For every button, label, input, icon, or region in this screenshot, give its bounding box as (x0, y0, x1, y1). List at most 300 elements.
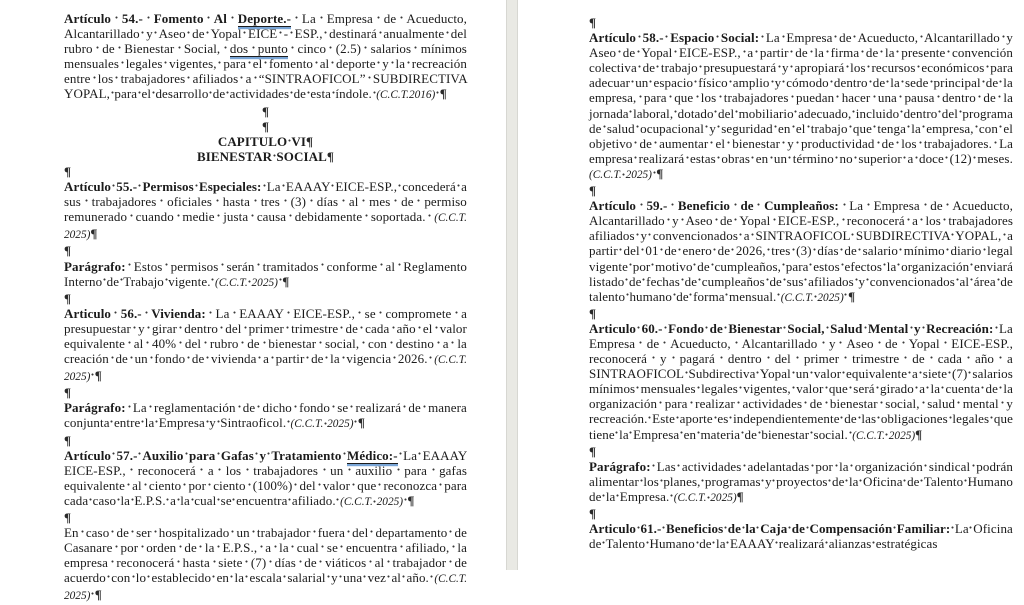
text-run: CAPITULO VI (217, 133, 307, 149)
space-dot-mark (384, 555, 392, 570)
space-dot-mark (90, 587, 94, 602)
space-dot-mark (236, 400, 243, 415)
space-dot-mark (647, 351, 660, 366)
space-dot-mark (738, 381, 743, 396)
space-dot-mark (659, 243, 665, 258)
space-dot-mark (688, 396, 696, 411)
space-dot-mark (865, 274, 870, 289)
space-dot-mark (701, 474, 705, 489)
space-dot-mark (665, 213, 672, 228)
space-dot-mark (229, 306, 239, 321)
space-dot-mark (675, 411, 680, 426)
paragraph (589, 506, 1013, 521)
space-dot-mark (130, 570, 135, 585)
space-dot-mark (601, 536, 605, 551)
space-dot-mark (885, 75, 890, 90)
space-dot-mark (316, 336, 325, 351)
space-dot-mark (676, 459, 682, 474)
space-dot-mark (174, 209, 183, 224)
space-dot-mark (684, 366, 689, 381)
pilcrow-mark: ¶ (353, 415, 364, 430)
space-dot-mark (147, 400, 154, 415)
space-dot-mark (866, 60, 872, 75)
space-dot-mark (735, 396, 743, 411)
space-dot-mark (109, 351, 116, 366)
space-dot-mark (125, 478, 132, 493)
space-dot-mark (664, 30, 671, 45)
pilcrow-mark: ¶ (589, 183, 597, 199)
space-dot-mark (734, 106, 738, 121)
space-dot-mark (319, 259, 327, 274)
space-dot-mark (754, 198, 764, 213)
space-dot-mark (446, 555, 454, 570)
space-dot-mark (251, 71, 258, 86)
space-dot-mark (782, 274, 787, 289)
space-dot-mark (242, 26, 248, 41)
space-dot-mark (776, 60, 782, 75)
text-run: La Oficina de Talento Humano de la EAAAY realizará alianzas estratégicas (589, 521, 1013, 552)
space-dot-mark (129, 525, 136, 540)
space-dot-mark (146, 570, 151, 585)
space-dot-mark (196, 463, 208, 478)
space-dot-mark (679, 213, 686, 228)
space-dot-mark (177, 321, 184, 336)
space-dot-mark (994, 351, 1007, 366)
space-dot-mark (969, 521, 973, 536)
space-dot-mark (449, 336, 458, 351)
space-dot-mark (635, 45, 641, 60)
space-dot-mark (426, 209, 435, 224)
space-dot-mark (208, 86, 212, 101)
space-dot-mark (989, 411, 994, 426)
space-dot-mark (355, 306, 365, 321)
text-run: En caso de ser hospitalizado un trabajador fuera del departamento de Casanare por orden de la E.P.S., a la cual se encuentra afiliado, la empresa reconocerá hasta siete (7) días de viáticos al trabajador de acuerdo con lo establecido en la escala salarial y una vez al año. (64, 525, 468, 586)
space-dot-mark (892, 521, 896, 536)
space-dot-mark (174, 555, 182, 570)
space-dot-mark (712, 243, 718, 258)
space-dot-mark (766, 243, 772, 258)
space-dot-mark (254, 448, 260, 463)
text-run: La Empresa de Acueducto, Alcantarillado y Aseo de Yopal EICE-ESP., a partir de la firma de la presente convención colectiva de trabajo presupuestará y apropiará los recursos económicos para adecuar un espacio físico amplio y cómodo dentro de la sede principal de la empresa, para que los trabajadores puedan hacer una pausa dentro de la jornada laboral, dotado del mobiliario adecuado, incluido dentro del programa de salud ocupacional y seguridad en el trabajo que tenga la empresa, con el objetivo de aumentar el bienestar y productividad de los trabajadores. La empresa realizará estas obras en un término no superior a doce (12) meses. (589, 30, 1014, 166)
space-dot-mark (950, 521, 954, 536)
space-dot-mark (113, 71, 120, 86)
space-dot-mark (790, 243, 796, 258)
space-dot-mark (715, 351, 728, 366)
text-run: La Empresa de Acueducto, Alcantarillado y Aseo de Yopal EICE-ESP., reconocerá y pagará dentro del primer trimestre de cada año a SINTRAOFICOL Subdirectiva Yopal un valor equivalente a siete (7) salarios mínimos mensuales legales vigentes, valor que será girado a la cuenta de la organización para realizar actividades de bienestar social, salud mental y recreación. Este aporte es independientemente de las obligaciones legales que tiene la Empresa en materia de bienestar social. (589, 320, 1013, 442)
pilcrow-mark: ¶ (64, 243, 72, 259)
space-dot-mark (914, 381, 919, 396)
space-dot-mark (376, 478, 383, 493)
space-dot-mark (254, 259, 262, 274)
space-dot-mark (768, 151, 774, 166)
space-dot-mark (970, 459, 976, 474)
space-dot-mark (899, 351, 912, 366)
space-dot-mark (197, 540, 205, 555)
space-dot-mark (885, 430, 889, 442)
space-dot-mark (366, 555, 374, 570)
space-dot-mark (848, 121, 853, 136)
space-dot-mark (689, 289, 693, 304)
space-dot-mark (950, 228, 955, 243)
space-dot-mark (925, 351, 938, 366)
text-run: La EAAAY EICE-ESP., concederá a sus trabajadores oficiales hasta tres (3) días al mes de permiso remunerado cuando medie justa causa debidamente soportada. (64, 179, 467, 225)
space-dot-mark (652, 166, 656, 181)
space-dot-mark (110, 86, 114, 101)
space-dot-mark (897, 90, 905, 105)
space-dot-mark (288, 26, 294, 41)
text-run: (C.C.T. 2025) (64, 212, 467, 242)
space-dot-mark (863, 198, 873, 213)
space-dot-mark (882, 259, 887, 274)
space-dot-mark (324, 351, 331, 366)
space-dot-mark (854, 274, 859, 289)
paragraph (589, 198, 1013, 306)
paragraph (64, 119, 467, 134)
space-dot-mark (708, 136, 715, 151)
pilcrow-mark: ¶ (261, 118, 270, 134)
space-dot-mark (119, 274, 123, 289)
space-dot-mark (780, 30, 787, 45)
document-page-left[interactable] (0, 0, 506, 603)
space-dot-mark (630, 75, 635, 90)
space-dot-mark (809, 366, 814, 381)
space-dot-mark (824, 536, 828, 551)
space-dot-mark (791, 366, 796, 381)
space-dot-mark (667, 90, 675, 105)
space-dot-mark (714, 106, 718, 121)
space-dot-mark (128, 351, 135, 366)
text-run: La reglamentación de dicho fondo se realizará de manera conjunta entre la Empresa y Sintraoficol. (64, 400, 467, 431)
space-dot-mark (693, 259, 698, 274)
space-dot-mark (852, 30, 858, 45)
space-dot-mark (287, 134, 291, 149)
space-dot-mark (241, 321, 248, 336)
space-dot-mark (802, 396, 810, 411)
space-dot-mark (710, 259, 715, 274)
text-run: La Empresa de Acueducto, Alcantarillado y Aseo de Yopal EICE - ESP., destinará anualmente del rubro de Bienestar Social, (64, 11, 467, 57)
space-dot-mark (288, 41, 298, 56)
space-dot-mark (601, 121, 606, 136)
space-dot-mark (805, 521, 809, 536)
space-dot-mark (255, 400, 262, 415)
space-dot-mark (211, 570, 216, 585)
space-dot-mark (326, 570, 331, 585)
page-right-text-column (589, 15, 1013, 551)
space-dot-mark (974, 121, 979, 136)
space-dot-mark (848, 381, 853, 396)
space-dot-mark (343, 463, 355, 478)
paragraph (64, 134, 467, 149)
space-dot-mark (216, 415, 220, 430)
space-dot-mark (750, 228, 756, 243)
space-dot-mark (636, 90, 644, 105)
space-dot-mark (980, 381, 985, 396)
space-dot-mark (162, 259, 170, 274)
pilcrow-mark: ¶ (589, 15, 597, 30)
text-run: dos punto (229, 41, 288, 57)
space-dot-mark (350, 478, 357, 493)
space-dot-mark (277, 26, 283, 41)
space-dot-mark (841, 366, 846, 381)
pilcrow-mark: ¶ (589, 506, 597, 521)
space-dot-mark (140, 415, 144, 430)
pilcrow-mark: ¶ (64, 385, 72, 401)
space-dot-mark (741, 521, 745, 536)
space-dot-mark (781, 259, 786, 274)
text-run: (C.C.T. 2025) (290, 418, 354, 431)
space-dot-mark (358, 194, 369, 209)
space-dot-mark (738, 228, 744, 243)
space-dot-mark (284, 306, 294, 321)
space-dot-mark (115, 41, 125, 56)
text-run: La EAAAY EICE-ESP., se compromete a presupuestar y girar dentro del primer trimestre de cada año el valor equivalente al 40% del rubro de bienestar social, con destino a la creación de un fondo de vivienda a partir de la vigencia 2026. (64, 305, 468, 367)
space-dot-mark (874, 136, 881, 151)
space-dot-mark (839, 351, 852, 366)
space-dot-mark (713, 213, 720, 228)
space-dot-mark (859, 474, 863, 489)
page-gap-divider (506, 0, 518, 570)
space-dot-mark (615, 489, 619, 504)
space-dot-mark (338, 570, 343, 585)
paragraph (589, 521, 1013, 551)
space-dot-mark (871, 536, 875, 551)
space-dot-mark (201, 336, 210, 351)
paragraph (589, 15, 1013, 30)
space-dot-mark (137, 86, 141, 101)
space-dot-mark (287, 493, 291, 508)
paragraph (64, 104, 467, 119)
space-dot-mark (88, 493, 92, 508)
space-dot-mark (716, 90, 724, 105)
space-dot-mark (81, 194, 92, 209)
space-dot-mark (90, 71, 97, 86)
space-dot-mark (958, 106, 962, 121)
space-dot-mark (655, 60, 661, 75)
space-dot-mark (635, 228, 641, 243)
space-dot-mark (218, 321, 225, 336)
space-dot-mark (862, 321, 868, 336)
space-dot-mark (899, 106, 903, 121)
text-run: Articulo 56.- Vivienda: (64, 305, 206, 321)
space-dot-mark (761, 474, 765, 489)
space-dot-mark (851, 106, 855, 121)
paragraph (64, 510, 467, 525)
text-run: Estos permisos serán tramitados conforme al Reglamento Interno de Trabajo vigente. (64, 258, 468, 289)
space-dot-mark (205, 415, 209, 430)
space-dot-mark (345, 525, 352, 540)
space-dot-mark (391, 351, 398, 366)
paragraph (64, 385, 467, 400)
paragraph (589, 30, 1013, 183)
space-dot-mark (900, 75, 905, 90)
space-dot-mark (928, 75, 933, 90)
space-dot-mark (109, 525, 116, 540)
space-dot-mark (206, 306, 216, 321)
space-dot-mark (828, 474, 832, 489)
text-run: (C.C.T. 2025) (673, 491, 737, 504)
space-dot-mark (292, 400, 299, 415)
space-dot-mark (280, 194, 291, 209)
space-dot-mark (940, 336, 952, 351)
space-dot-mark (730, 243, 736, 258)
space-dot-mark (731, 336, 742, 351)
space-dot-mark (212, 194, 223, 209)
space-dot-mark (323, 418, 327, 430)
space-dot-mark (920, 396, 928, 411)
space-dot-mark (898, 336, 909, 351)
paragraph (64, 525, 467, 604)
paragraph (589, 321, 1013, 444)
space-dot-mark (804, 274, 809, 289)
space-dot-mark (266, 448, 271, 463)
space-dot-mark (401, 570, 406, 585)
space-dot-mark (916, 60, 922, 75)
space-dot-mark (111, 306, 121, 321)
space-dot-mark (693, 75, 698, 90)
space-dot-mark (921, 121, 926, 136)
paragraph (589, 444, 1013, 459)
space-dot-mark (174, 41, 184, 56)
space-dot-mark (637, 60, 643, 75)
text-run: Artículo 54.- Fomento Al (64, 11, 238, 26)
space-dot-mark (338, 194, 349, 209)
space-dot-mark (244, 570, 249, 585)
pilcrow-mark: ¶ (844, 289, 855, 304)
space-dot-mark (770, 75, 775, 90)
space-dot-mark (791, 121, 796, 136)
space-dot-mark (755, 366, 759, 381)
space-dot-mark (278, 274, 282, 289)
space-dot-mark (868, 75, 873, 90)
space-dot-mark (787, 151, 793, 166)
space-dot-mark (844, 60, 850, 75)
space-dot-mark (218, 259, 226, 274)
space-dot-mark (704, 321, 710, 336)
pilcrow-mark: ¶ (64, 432, 72, 448)
space-dot-mark (809, 459, 815, 474)
space-dot-mark (291, 11, 302, 26)
space-dot-mark (427, 463, 439, 478)
space-dot-mark (945, 45, 952, 60)
paragraph (64, 149, 467, 164)
text-run: Parágrafo: (64, 400, 126, 416)
space-dot-mark (416, 321, 423, 336)
space-dot-mark (390, 194, 401, 209)
space-dot-mark (833, 459, 839, 474)
paragraph (589, 306, 1013, 321)
space-dot-mark (272, 149, 276, 164)
space-dot-mark (311, 525, 318, 540)
space-dot-mark (397, 540, 405, 555)
space-dot-mark (331, 86, 335, 101)
space-dot-mark (963, 474, 967, 489)
space-dot-mark (695, 536, 699, 551)
space-dot-mark (143, 336, 152, 351)
space-dot-mark (373, 496, 377, 508)
space-dot-mark (920, 198, 930, 213)
space-dot-mark (284, 321, 291, 336)
space-dot-mark (639, 474, 643, 489)
space-dot-mark (840, 411, 845, 426)
space-dot-mark (130, 493, 134, 508)
space-dot-mark (925, 381, 930, 396)
space-dot-mark (903, 474, 907, 489)
space-dot-mark (632, 136, 639, 151)
pilcrow-mark: ¶ (435, 86, 446, 101)
space-dot-mark (214, 540, 222, 555)
space-dot-mark (176, 540, 184, 555)
text-run: (C.C.T. 2025) (780, 291, 844, 304)
space-dot-mark (319, 540, 327, 555)
space-dot-mark (905, 213, 912, 228)
space-dot-mark (79, 525, 86, 540)
space-dot-mark (636, 521, 640, 536)
space-dot-mark (449, 540, 457, 555)
space-dot-mark (898, 243, 904, 258)
space-dot-mark (210, 555, 218, 570)
space-dot-mark (857, 411, 862, 426)
space-dot-mark (918, 366, 923, 381)
space-dot-mark (663, 321, 669, 336)
space-dot-mark (872, 121, 877, 136)
space-dot-mark (421, 400, 428, 415)
space-dot-mark (840, 259, 845, 274)
space-dot-mark (398, 448, 404, 463)
space-dot-mark (392, 463, 404, 478)
space-dot-mark (962, 351, 975, 366)
space-dot-mark (111, 448, 117, 463)
space-dot-mark (696, 427, 700, 442)
space-dot-mark (1000, 30, 1007, 45)
space-dot-mark (206, 478, 213, 493)
space-dot-mark (434, 336, 443, 351)
space-dot-mark (679, 427, 683, 442)
space-dot-mark (635, 336, 647, 351)
space-dot-mark (138, 540, 146, 555)
space-dot-mark (780, 136, 787, 151)
paragraph (64, 448, 467, 510)
space-dot-mark (839, 243, 845, 258)
space-dot-mark (366, 71, 373, 86)
space-dot-mark (269, 351, 276, 366)
space-dot-mark (316, 478, 323, 493)
space-dot-mark (102, 274, 106, 289)
space-dot-mark (716, 121, 721, 136)
document-page-right[interactable] (518, 0, 1024, 570)
space-dot-mark (317, 555, 325, 570)
space-dot-mark (647, 411, 652, 426)
space-dot-mark (833, 30, 840, 45)
space-dot-mark (787, 521, 791, 536)
space-dot-mark (725, 136, 732, 151)
space-dot-mark (116, 493, 120, 508)
text-run: Las actividades adelantadas por la organización sindical podrán alimentar los planes, programas y proyectos de la Oficina de Talento Humano de la Empresa. (589, 458, 1014, 504)
space-dot-mark (403, 493, 407, 508)
space-dot-mark (680, 274, 685, 289)
pilcrow-mark: ¶ (403, 493, 414, 508)
space-dot-mark (110, 415, 114, 430)
pilcrow-mark: ¶ (589, 305, 597, 321)
space-dot-mark (615, 427, 619, 442)
text-run: La Empresa de Acueducto, Alcantarillado y Aseo de Yopal EICE-ESP., reconocerá a los trabajadores afiliados y convencionados a SINTRAOFICOL SUBDIRECTIVA YOPAL, a partir del 01 de enero de 2026, tres (3) días de salario mínimo diario legal vigente por motivo de cumpleaños, para estos efectos la organización enviará listado de fechas de cumpleaños de sus afiliados y convencionados al área de talento humano de forma mensual. (589, 198, 1014, 304)
space-dot-mark (823, 381, 828, 396)
pilcrow-mark: ¶ (736, 488, 744, 504)
space-dot-mark (809, 259, 814, 274)
space-dot-mark (636, 30, 643, 45)
space-dot-mark (386, 570, 391, 585)
space-dot-mark (373, 11, 384, 26)
space-dot-mark (137, 179, 142, 194)
